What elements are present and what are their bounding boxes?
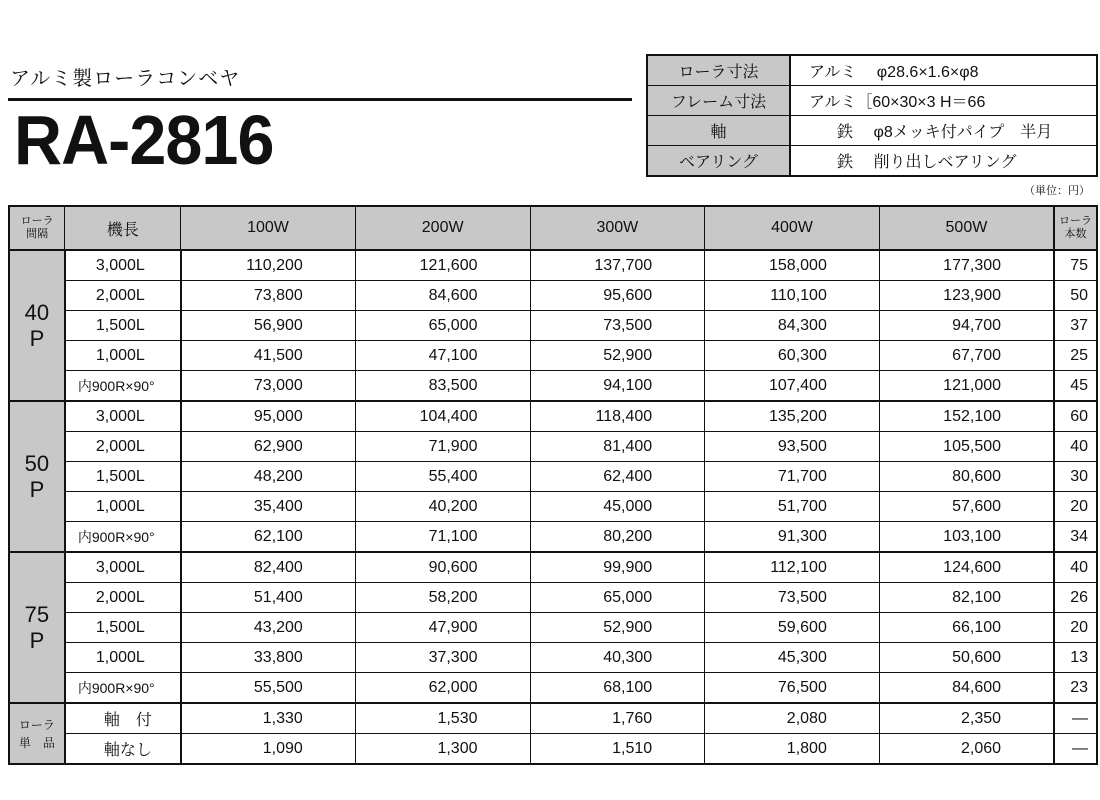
price-cell: 107,400 xyxy=(705,371,880,402)
price-cell: 67,700 xyxy=(879,341,1054,371)
spec-key: 軸 xyxy=(647,116,790,146)
price-cell: 45,000 xyxy=(530,492,705,522)
machine-length: 2,000L xyxy=(65,281,181,311)
machine-length: 1,500L xyxy=(65,613,181,643)
table-row xyxy=(9,552,1097,583)
price-cell: 55,400 xyxy=(355,462,530,492)
price-cell: 152,100 xyxy=(879,401,1054,432)
header-machine-length: 機長 xyxy=(65,206,181,250)
spec-row xyxy=(647,55,1097,86)
machine-length: 内900R×90° xyxy=(65,522,181,553)
price-cell: 2,080 xyxy=(705,703,880,734)
price-cell: 1,800 xyxy=(705,734,880,765)
price-cell: 81,400 xyxy=(530,432,705,462)
spec-key: ローラ寸法 xyxy=(647,55,790,86)
header-roller-pitch: ローラ 間隔 xyxy=(9,206,65,250)
spec-value: アルミ φ28.6×1.6×φ8 xyxy=(790,55,1097,86)
header-row xyxy=(9,206,1097,250)
price-cell: 58,200 xyxy=(355,583,530,613)
price-cell: 73,500 xyxy=(530,311,705,341)
roller-count: 34 xyxy=(1054,522,1097,553)
price-cell: 65,000 xyxy=(530,583,705,613)
pitch-group-label: 75 P xyxy=(9,552,65,703)
product-category-title: アルミ製ローラコンベヤ xyxy=(10,68,241,90)
table-row xyxy=(9,734,1097,765)
machine-length: 軸なし xyxy=(65,734,181,765)
price-cell: 62,900 xyxy=(181,432,356,462)
price-cell: 51,700 xyxy=(705,492,880,522)
pitch-group-label: 40 P xyxy=(9,250,65,401)
table-row xyxy=(9,643,1097,673)
price-cell: 73,500 xyxy=(705,583,880,613)
machine-length: 軸 付 xyxy=(65,703,181,734)
price-cell: 35,400 xyxy=(181,492,356,522)
price-cell: 37,300 xyxy=(355,643,530,673)
price-cell: 95,000 xyxy=(181,401,356,432)
roller-count: — xyxy=(1054,703,1097,734)
header-width: 100W xyxy=(181,206,356,250)
spec-row xyxy=(647,116,1097,146)
machine-length: 3,000L xyxy=(65,401,181,432)
roller-count: 40 xyxy=(1054,552,1097,583)
header-width: 500W xyxy=(879,206,1054,250)
table-row xyxy=(9,673,1097,704)
price-cell: 47,100 xyxy=(355,341,530,371)
roller-count: 23 xyxy=(1054,673,1097,704)
price-cell: 40,200 xyxy=(355,492,530,522)
spec-row xyxy=(647,86,1097,116)
price-cell: 84,300 xyxy=(705,311,880,341)
table-row xyxy=(9,281,1097,311)
spec-row xyxy=(647,146,1097,177)
roller-count: 20 xyxy=(1054,492,1097,522)
table-row xyxy=(9,583,1097,613)
table-row xyxy=(9,613,1097,643)
roller-count: 60 xyxy=(1054,401,1097,432)
table-row xyxy=(9,311,1097,341)
price-cell: 76,500 xyxy=(705,673,880,704)
price-cell: 121,600 xyxy=(355,250,530,281)
price-cell: 137,700 xyxy=(530,250,705,281)
machine-length: 1,000L xyxy=(65,643,181,673)
header-width: 200W xyxy=(355,206,530,250)
price-cell: 82,100 xyxy=(879,583,1054,613)
price-cell: 118,400 xyxy=(530,401,705,432)
price-cell: 1,530 xyxy=(355,703,530,734)
price-cell: 56,900 xyxy=(181,311,356,341)
spec-value: 鉄 φ8メッキ付パイプ 半月 xyxy=(790,116,1097,146)
price-cell: 50,600 xyxy=(879,643,1054,673)
price-cell: 112,100 xyxy=(705,552,880,583)
price-cell: 91,300 xyxy=(705,522,880,553)
price-cell: 105,500 xyxy=(879,432,1054,462)
price-cell: 2,350 xyxy=(879,703,1054,734)
price-cell: 177,300 xyxy=(879,250,1054,281)
price-cell: 80,200 xyxy=(530,522,705,553)
table-row xyxy=(9,432,1097,462)
price-cell: 65,000 xyxy=(355,311,530,341)
price-cell: 84,600 xyxy=(355,281,530,311)
price-cell: 51,400 xyxy=(181,583,356,613)
price-cell: 82,400 xyxy=(181,552,356,583)
unit-note: （単位：円） xyxy=(1024,185,1090,197)
price-cell: 57,600 xyxy=(879,492,1054,522)
roller-count: 50 xyxy=(1054,281,1097,311)
price-cell: 110,200 xyxy=(181,250,356,281)
machine-length: 内900R×90° xyxy=(65,371,181,402)
roller-count: 20 xyxy=(1054,613,1097,643)
price-cell: 110,100 xyxy=(705,281,880,311)
price-cell: 71,700 xyxy=(705,462,880,492)
price-cell: 2,060 xyxy=(879,734,1054,765)
price-cell: 47,900 xyxy=(355,613,530,643)
price-cell: 1,510 xyxy=(530,734,705,765)
spec-table xyxy=(646,54,1098,177)
roller-count: 45 xyxy=(1054,371,1097,402)
table-row xyxy=(9,703,1097,734)
price-cell: 135,200 xyxy=(705,401,880,432)
price-cell: 66,100 xyxy=(879,613,1054,643)
table-row xyxy=(9,341,1097,371)
price-cell: 73,800 xyxy=(181,281,356,311)
price-cell: 121,000 xyxy=(879,371,1054,402)
pitch-group-label: 50 P xyxy=(9,401,65,552)
price-cell: 59,600 xyxy=(705,613,880,643)
price-cell: 52,900 xyxy=(530,341,705,371)
price-cell: 62,000 xyxy=(355,673,530,704)
price-table xyxy=(8,205,1098,765)
price-cell: 99,900 xyxy=(530,552,705,583)
model-number: RA-2816 xyxy=(14,101,274,179)
price-cell: 41,500 xyxy=(181,341,356,371)
price-cell: 1,300 xyxy=(355,734,530,765)
price-cell: 94,100 xyxy=(530,371,705,402)
machine-length: 1,000L xyxy=(65,492,181,522)
roller-count: — xyxy=(1054,734,1097,765)
roller-count: 75 xyxy=(1054,250,1097,281)
price-cell: 95,600 xyxy=(530,281,705,311)
price-cell: 84,600 xyxy=(879,673,1054,704)
table-row xyxy=(9,250,1097,281)
price-cell: 124,600 xyxy=(879,552,1054,583)
machine-length: 3,000L xyxy=(65,552,181,583)
header-width: 300W xyxy=(530,206,705,250)
table-row xyxy=(9,401,1097,432)
machine-length: 1,500L xyxy=(65,462,181,492)
price-cell: 158,000 xyxy=(705,250,880,281)
roller-count: 40 xyxy=(1054,432,1097,462)
price-cell: 62,400 xyxy=(530,462,705,492)
roller-count: 37 xyxy=(1054,311,1097,341)
spec-key: フレーム寸法 xyxy=(647,86,790,116)
price-cell: 71,900 xyxy=(355,432,530,462)
spec-value: アルミ［60×30×3 H＝66 xyxy=(790,86,1097,116)
table-row xyxy=(9,371,1097,402)
roller-count: 30 xyxy=(1054,462,1097,492)
price-cell: 55,500 xyxy=(181,673,356,704)
price-cell: 93,500 xyxy=(705,432,880,462)
price-cell: 1,760 xyxy=(530,703,705,734)
roller-count: 25 xyxy=(1054,341,1097,371)
spec-value: 鉄 削り出しベアリング xyxy=(790,146,1097,177)
price-cell: 1,090 xyxy=(181,734,356,765)
price-cell: 52,900 xyxy=(530,613,705,643)
table-row xyxy=(9,492,1097,522)
table-row xyxy=(9,462,1097,492)
price-cell: 43,200 xyxy=(181,613,356,643)
price-cell: 71,100 xyxy=(355,522,530,553)
price-cell: 48,200 xyxy=(181,462,356,492)
price-cell: 103,100 xyxy=(879,522,1054,553)
price-cell: 104,400 xyxy=(355,401,530,432)
price-cell: 90,600 xyxy=(355,552,530,583)
price-cell: 80,600 xyxy=(879,462,1054,492)
machine-length: 2,000L xyxy=(65,583,181,613)
machine-length: 1,500L xyxy=(65,311,181,341)
pitch-group-label: ローラ 単 品 xyxy=(9,703,65,764)
price-cell: 33,800 xyxy=(181,643,356,673)
header-width: 400W xyxy=(705,206,880,250)
price-cell: 62,100 xyxy=(181,522,356,553)
price-cell: 45,300 xyxy=(705,643,880,673)
machine-length: 1,000L xyxy=(65,341,181,371)
price-cell: 40,300 xyxy=(530,643,705,673)
header-roller-count: ローラ 本数 xyxy=(1054,206,1097,250)
price-cell: 123,900 xyxy=(879,281,1054,311)
roller-count: 13 xyxy=(1054,643,1097,673)
machine-length: 2,000L xyxy=(65,432,181,462)
price-cell: 68,100 xyxy=(530,673,705,704)
roller-count: 26 xyxy=(1054,583,1097,613)
machine-length: 3,000L xyxy=(65,250,181,281)
spec-key: ベアリング xyxy=(647,146,790,177)
machine-length: 内900R×90° xyxy=(65,673,181,704)
price-cell: 1,330 xyxy=(181,703,356,734)
price-cell: 83,500 xyxy=(355,371,530,402)
table-row xyxy=(9,522,1097,553)
price-cell: 94,700 xyxy=(879,311,1054,341)
price-cell: 60,300 xyxy=(705,341,880,371)
price-cell: 73,000 xyxy=(181,371,356,402)
